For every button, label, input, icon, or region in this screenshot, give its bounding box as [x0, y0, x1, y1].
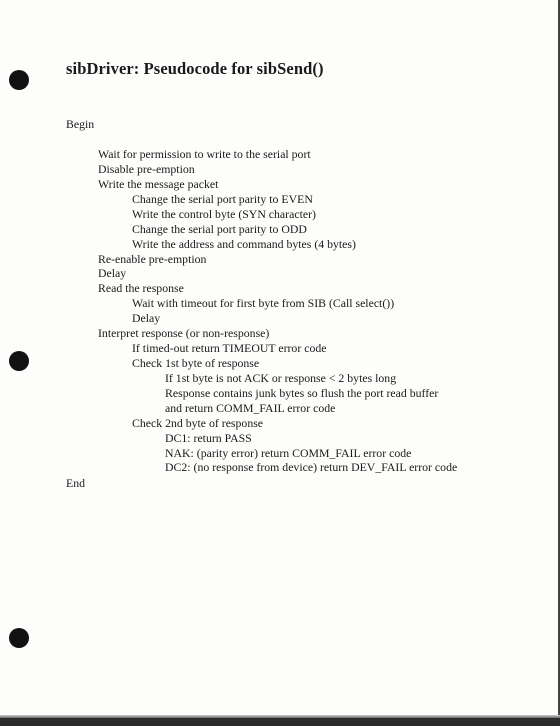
binder-hole-middle: [9, 351, 29, 371]
pseudocode-line: Change the serial port parity to ODD: [132, 222, 307, 236]
pseudocode-line-begin: Begin: [66, 117, 95, 131]
pseudocode-line: Change the serial port parity to EVEN: [132, 192, 313, 206]
pseudocode-line: DC1: return PASS: [165, 431, 252, 445]
pseudocode-line: Write the address and command bytes (4 bytes): [132, 237, 356, 251]
binder-hole-bottom: [9, 628, 29, 648]
binder-hole-top: [9, 70, 29, 90]
pseudocode-line-end: End: [66, 476, 86, 490]
pseudocode-line: Wait with timeout for first byte from SIB (Call select()): [132, 296, 395, 310]
pseudocode-line: Read the response: [98, 281, 184, 295]
pseudocode-line: Delay: [98, 266, 127, 280]
pseudocode-line: Write the control byte (SYN character): [132, 207, 316, 221]
pseudocode-line: DC2: (no response from device) return DEV_FAIL error code: [165, 460, 458, 474]
page-edge-bottom: [0, 718, 560, 726]
pseudocode-line: Check 2nd byte of response: [132, 416, 264, 430]
pseudocode-line: Delay: [132, 311, 161, 325]
pseudocode-line: If timed-out return TIMEOUT error code: [132, 341, 327, 355]
pseudocode-line: and return COMM_FAIL error code: [165, 401, 336, 415]
pseudocode-line: Wait for permission to write to the serial port: [98, 147, 311, 161]
pseudocode-line: Check 1st byte of response: [132, 356, 260, 370]
pseudocode-line: Write the message packet: [98, 177, 219, 191]
pseudocode-line: Re-enable pre-emption: [98, 252, 207, 266]
pseudocode-line: NAK: (parity error) return COMM_FAIL error code: [165, 446, 412, 460]
pseudocode-line: If 1st byte is not ACK or response < 2 bytes long: [165, 371, 397, 385]
pseudocode-line: Response contains junk bytes so flush the port read buffer: [165, 386, 439, 400]
pseudocode-line: Disable pre-emption: [98, 162, 195, 176]
document-title: sibDriver: Pseudocode for sibSend(): [66, 59, 324, 78]
pseudocode-line: Interpret response (or non-response): [98, 326, 270, 340]
